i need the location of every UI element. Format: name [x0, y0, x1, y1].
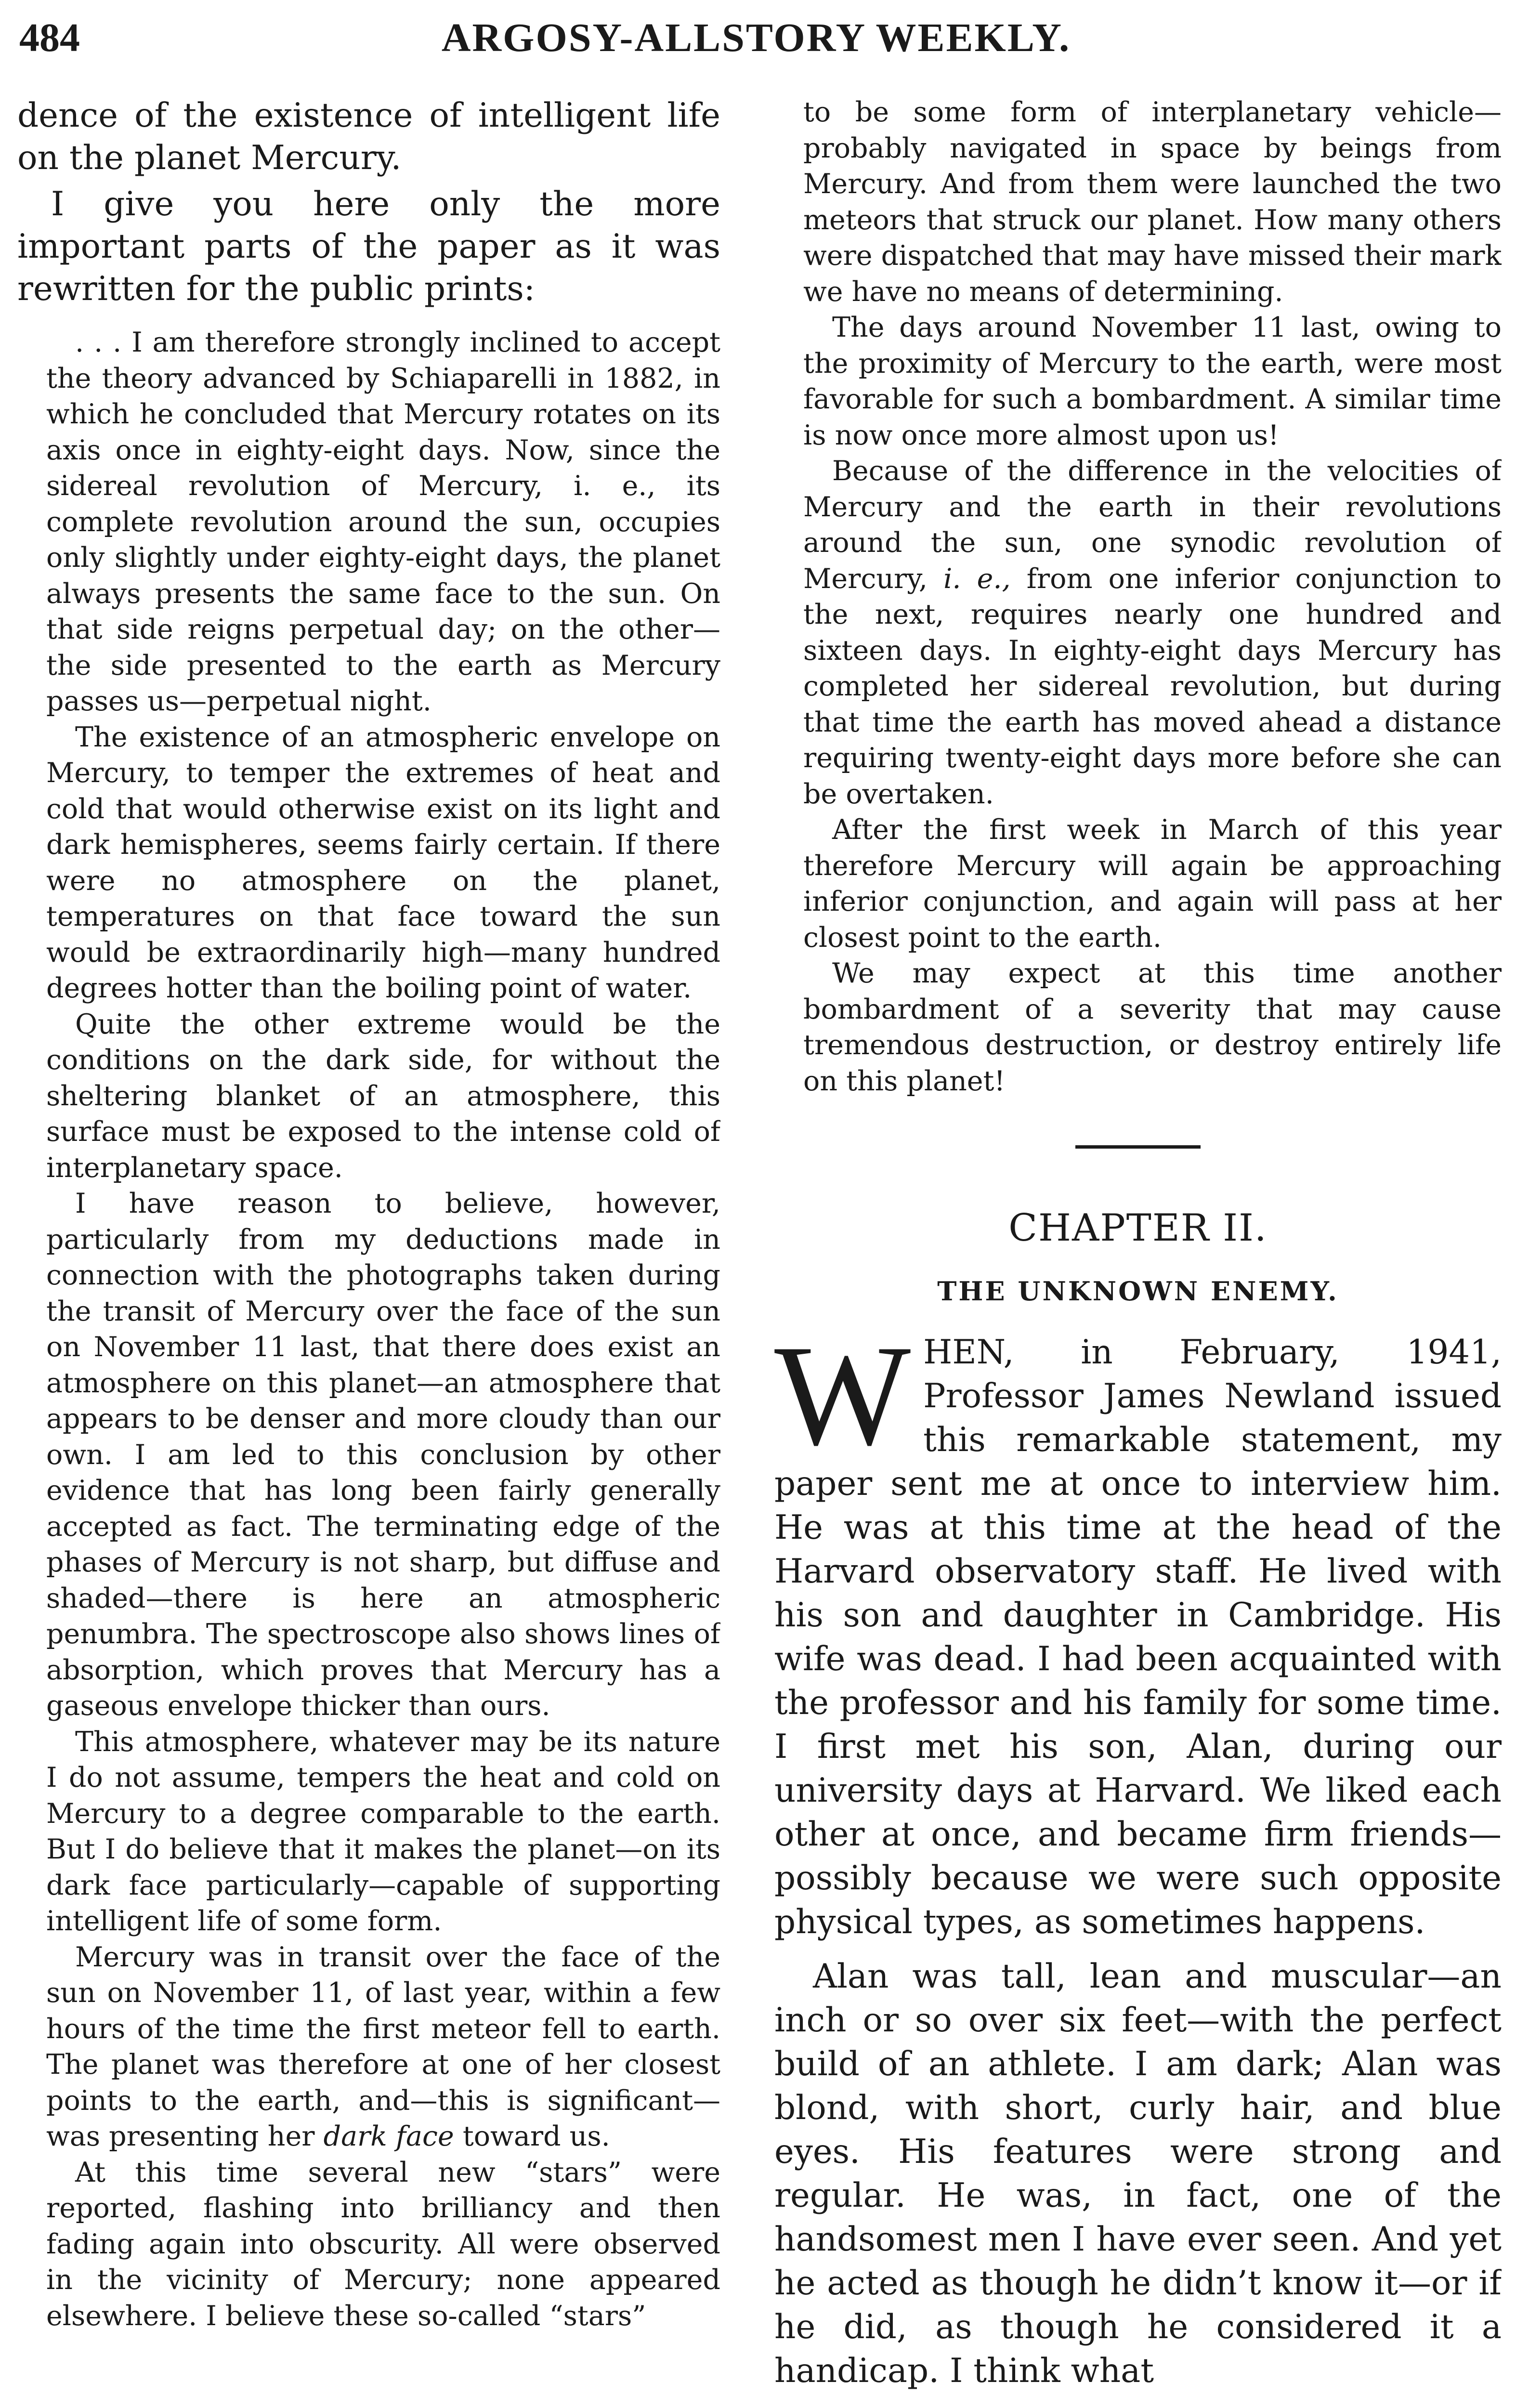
lead-paragraph: dence of the existence of intelligent life on the planet Mercury. [17, 96, 720, 177]
quote-paragraph: . . . I am therefore strongly inclined to accept the theory advanced by Schiaparelli in 1882, in which he concluded that Mercury rotates on its axis once in eighty-eight days. Now, since the sidereal revolution of Mercury, i. e., its complete revolution around the sun, occupies only slightly under eighty-eight days, the planet always presents the same face to the sun. On that side reigns perpetual day; on the other—the side presented to the earth as Mercury passes us—perpetual night. [46, 327, 720, 717]
quote-paragraph: Because of the difference in the velocities of Mercury and the earth in their revolutions around the sun, one synodic revolution of Mercury, i. e., from one inferior conjunction to the next, requires nearly one hundred and sixteen days. In eighty-eight days Mercury has completed her sidereal revolution, but during that time the earth has moved ahead a distance requiring twenty-eight days more before she can be overtaken. [803, 455, 1502, 810]
emphasis-ie: i. e., [943, 563, 1011, 595]
quote-paragraph: Quite the other extreme would be the conditions on the dark side, for without the sheltering blanket of an atmosphere, this surface must be exposed to the intense cold of interplanetary space. [46, 1008, 720, 1184]
emphasis-dark-face: dark face [323, 2120, 454, 2152]
quote-paragraph: to be some form of interplanetary vehicle—probably navigated in space by beings from Mercury. And from them were launched the two meteors that struck our planet. How many others were dispatched that may have missed their mark we have no means of determining. [803, 96, 1502, 308]
page-header [19, 10, 1493, 67]
quote-paragraph: The existence of an atmospheric envelope on Mercury, to temper the extremes of heat and cold that would otherwise exist on its light and dark hemispheres, seems fairly certain. If there were no atmosphere on the planet, temperatures on that face toward the sun would be extraordinarily high—many hundred degrees hotter than the boiling point of water. [46, 721, 720, 1004]
quoted-paper-continued [774, 94, 1502, 1099]
page-number: 484 [19, 15, 80, 60]
left-column [17, 94, 720, 2408]
quote-paragraph: This atmosphere, whatever may be its nature I do not assume, tempers the heat and cold on Mercury to a degree comparable to the earth. But I do believe that it makes the planet—on its dark face particularly—capable of supporting intelligent life of some form. [46, 1726, 720, 1937]
body-paragraph: WHEN, in February, 1941, Professor James Newland issued this remarkable statement, my paper sent me at once to interview him. He was at this time at the head of the Harvard observatory staff. He lived with his son and daughter in Cambridge. His wife was dead. I had been acquainted with the professor and his family for some time. I first met his son, Alan, during our university days at Harvard. We liked each other at once, and became firm friends—possibly because we were such opposite physical types, as sometimes happens. [774, 1315, 1502, 1941]
quote-paragraph: After the first week in March of this year therefore Mercury will again be approaching inferior conjunction, and again will pass at her closest point to the earth. [803, 814, 1502, 954]
drop-cap: W [774, 1315, 911, 1475]
chapter-heading: CHAPTER II. [1008, 1206, 1268, 1250]
quote-paragraph: Mercury was in transit over the face of the sun on November 11, of last year, within a few hours of the time the first meteor fell to earth. The planet was therefore at one of her closest points to the earth, and—this is significant—was presenting her dark face toward us. [46, 1941, 720, 2152]
right-column [774, 94, 1502, 2408]
quote-paragraph: At this time several new “stars” were reported, flashing into brilliancy and then fading again into obscurity. All were observed in the vicinity of Mercury; none appeared elsewhere. I believe these so-called “stars” [46, 2156, 720, 2332]
body-paragraph: Alan was tall, lean and muscular—an inch or so over six feet—with the perfect build of an athlete. I am dark; Alan was blond, with short, curly hair, and blue eyes. His features were strong and regular. He was, in fact, one of the handsomest men I have ever seen. And yet he acted as though he didn’t know it—or if he did, as though he considered it a handicap. I think what [774, 1957, 1502, 2390]
quote-paragraph: The days around November 11 last, owing to the proximity of Mercury to the earth, were most favorable for such a bombardment. A similar time is now once more almost upon us! [803, 312, 1502, 451]
running-title: ARGOSY-ALLSTORY WEEKLY. [441, 15, 1071, 60]
lead-paragraph: I give you here only the more important parts of the paper as it was rewritten for the public prints: [17, 185, 720, 308]
quote-paragraph: We may expect at this time another bombardment of a severity that may cause tremendous destruction, or destroy entirely life on this planet! [803, 957, 1502, 1097]
quote-paragraph: I have reason to believe, however, particularly from my deductions made in connection with the photographs taken during the transit of Mercury over the face of the sun on November 11 last, that there does exist an atmosphere on this planet—an atmosphere that appears to be denser and more cloudy than our own. I am led to this conclusion by other evidence that has long been fairly generally accepted as fact. The terminating edge of the phases of Mercury is not sharp, but diffuse and shaded—there is here an atmospheric penumbra. The spectroscope also shows lines of absorption, which proves that Mercury has a gaseous envelope thicker than ours. [46, 1188, 720, 1722]
section-divider [1075, 1145, 1201, 1149]
chapter-subtitle: THE UNKNOWN ENEMY. [937, 1276, 1339, 1307]
quoted-paper [17, 325, 720, 2334]
